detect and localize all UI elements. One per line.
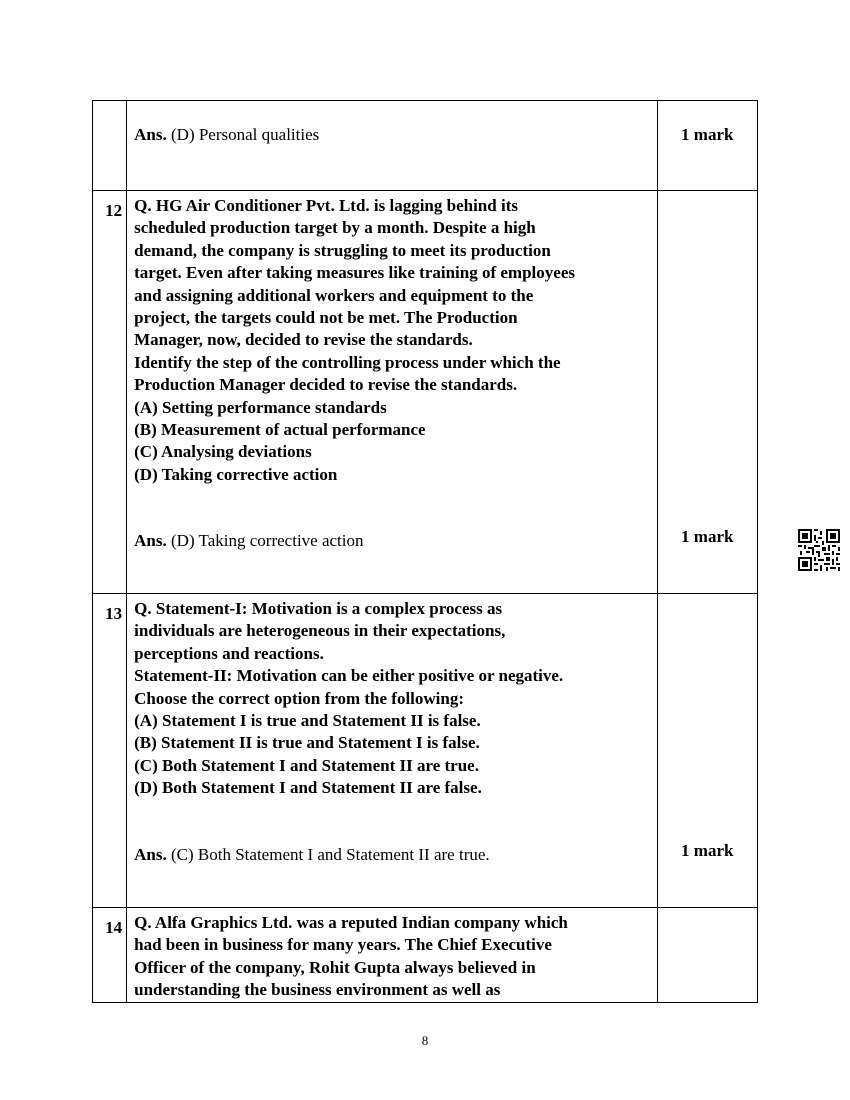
table-row	[93, 101, 758, 191]
page-number: 8	[421, 1033, 429, 1048]
table-row	[93, 908, 758, 1003]
question-content	[127, 908, 657, 1003]
question-number: 14	[93, 908, 127, 1003]
answer-line: Ans. (C) Both Statement I and Statement II are true.	[134, 844, 490, 864]
question-table	[92, 100, 758, 1003]
answer-line: Ans. (D) Personal qualities	[134, 125, 320, 144]
question-text: Q. Alfa Graphics Ltd. was a reputed Indian company which had been in business for many years. The Chief Executive Officer of the company, Rohit Gupta always believed in understanding the business environment as well as	[134, 913, 568, 1000]
question-number: 13	[93, 594, 127, 908]
table-row	[93, 594, 758, 908]
marks-value: 1 mark	[681, 125, 734, 144]
marks-cell	[657, 191, 757, 594]
question-number: 12	[93, 191, 127, 594]
question-content	[127, 101, 657, 191]
question-number	[93, 101, 127, 191]
question-content	[127, 594, 657, 908]
marks-cell	[657, 594, 757, 908]
marks-cell	[657, 101, 757, 191]
question-content	[127, 191, 657, 594]
table-row	[93, 191, 758, 594]
question-text: Q. Statement-I: Motivation is a complex process as individuals are heterogeneous in their expectations, perceptions and reactions. Statement-II: Motivation can be either positive or negative. Choose the correct option from the following: (A) Statement I is true and Statement II is false. (B) Statement II is true and Statement I is false. (C) Both Statement I and Statement II are true. (D) Both Statement I and Statement II are false.	[134, 599, 564, 798]
qr-code-icon	[798, 529, 840, 571]
marks-value: 1 mark	[681, 527, 734, 546]
question-text: Q. HG Air Conditioner Pvt. Ltd. is lagging behind its scheduled production target by a month. Despite a high demand, the company is struggling to meet its production target. Even after taking measures like training of employees and assigning additional workers and equipment to the project, the targets could not be met. The Production Manager, now, decided to revise the standards. Identify the step of the controlling process under which the Production Manager decided to revise the standards. (A) Setting performance standards (B) Measurement of actual performance (C) Analysing deviations (D) Taking corrective action	[134, 196, 575, 484]
marks-cell	[657, 908, 757, 1003]
answer-line: Ans. (D) Taking corrective action	[134, 531, 364, 551]
marks-value: 1 mark	[681, 841, 734, 860]
